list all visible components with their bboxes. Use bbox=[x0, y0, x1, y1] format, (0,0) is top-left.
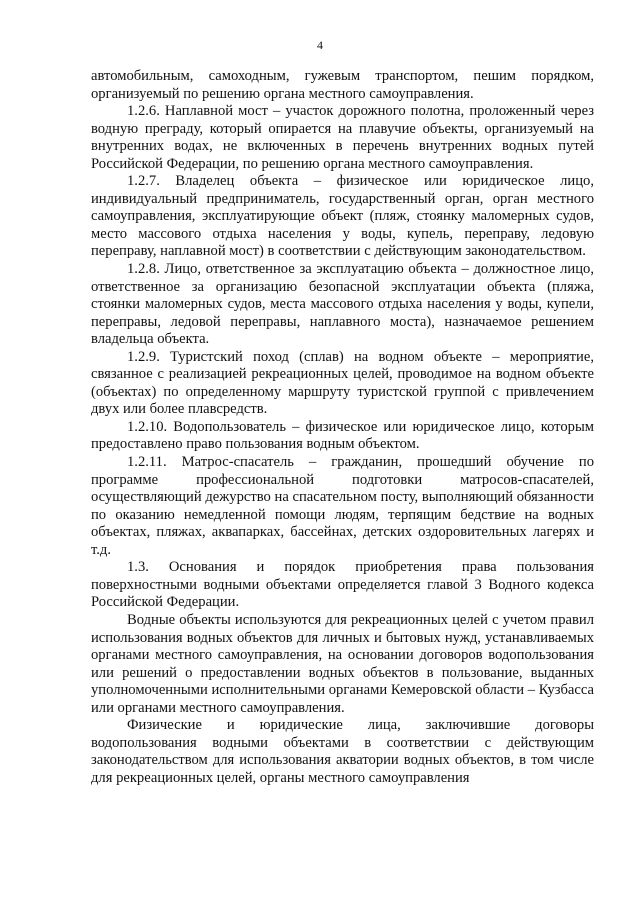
paragraph: 1.2.6. Наплавной мост – участок дорожного полотна, проложенный через водную преграду, который опирается на плавучие объекты, организуемый на внутренних водах, не включенных в перечень внутренних водных путей Российской Федерации, по решению органа местного самоуправления. bbox=[91, 103, 594, 172]
paragraph: 1.2.10. Водопользователь – физическое или юридическое лицо, которым предоставлено право пользования водным объектом. bbox=[91, 418, 594, 453]
paragraph: автомобильным, самоходным, гужевым транспортом, пешим порядком, организуемый по решению органа местного самоуправления. bbox=[91, 68, 594, 102]
paragraph: Физические и юридические лица, заключившие договоры водопользования водными объектами в соответствии с действующим законодательством для использования акватории водных объектов, в том числе для рекреационных целей, органы местного самоуправления bbox=[91, 717, 594, 786]
page-number: 4 bbox=[317, 38, 323, 52]
paragraph: 1.2.8. Лицо, ответственное за эксплуатацию объекта – должностное лицо, ответственное за организацию безопасной эксплуатации объекта (пляжа, стоянки маломерных судов, места массового отдыха населения у воды, купели, переправы, ледовой переправы, наплавного моста), назначаемое решением владельца объекта. bbox=[91, 261, 594, 348]
paragraph: 1.2.7. Владелец объекта – физическое или юридическое лицо, индивидуальный предприниматель, государственный орган, орган местного самоуправления, эксплуатирующие объект (пляж, стоянку маломерных судов, место массового отдыха населения у воды, купель, переправу, ледовую переправу, наплавной мост) в соответствии с действующим законодательством. bbox=[91, 173, 594, 260]
paragraph: 1.3. Основания и порядок приобретения права пользования поверхностными водными объектами определяется главой 3 Водного кодекса Российской Федерации. bbox=[91, 559, 594, 611]
paragraph: 1.2.11. Матрос-спасатель – гражданин, прошедший обучение по программе профессиональной подготовки матросов-спасателей, осуществляющий дежурство на спасательном посту, выполняющий обязанности по оказанию немедленной помощи людям, терпящим бедствие на водных объектах, пляжах, аквапарках, бассейнах, детских оздоровительных лагерях и т.д. bbox=[91, 454, 594, 558]
paragraph: Водные объекты используются для рекреационных целей с учетом правил использования водных объектов для личных и бытовых нужд, устанавливаемых органами местного самоуправления, на основании договоров водопользования или решений о предоставлении водных объектов в пользование, выданных уполномоченными исполнительными органами Кемеровской области – Кузбасса или органами местного самоуправления. bbox=[91, 611, 594, 716]
document-body bbox=[91, 68, 594, 787]
paragraph: 1.2.9. Туристский поход (сплав) на водном объекте – мероприятие, связанное с реализацией рекреационных целей, проводимое на водном объекте (объектах) по определенному маршруту туристской группой с привлечением двух или более плавсредств. bbox=[91, 348, 594, 418]
